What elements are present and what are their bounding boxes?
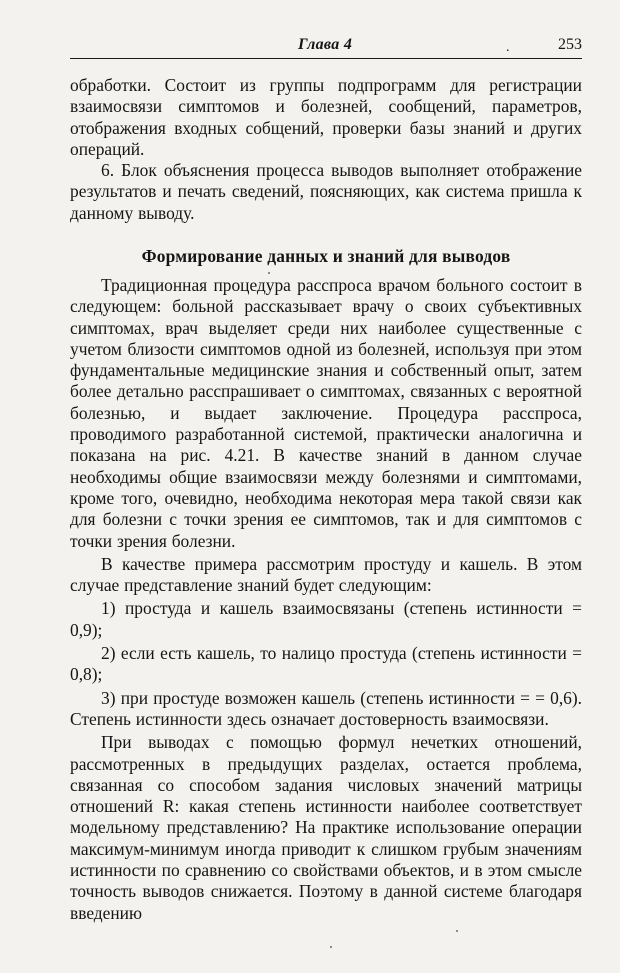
list-item-2: 2) если есть кашель, то налицо простуда (степень истинности = 0,8); <box>70 643 582 685</box>
header-dot: . <box>506 40 510 55</box>
print-speck <box>268 272 270 274</box>
paragraph: При выводах с помощью формул нечетких отношений, рассмотренных в предыдущих разделах, остается проблема, связанная со способом задания числовых значений матрицы отношений R: какая степень истинности наиболее соответствует модельному представлению? На практике использование операции максимум-минимум иногда приводит к слишком грубым значениям истинности по сравнению со свойствами объектов, и в этом смысле точность выводов снижается. Поэтому в данной системе благодаря введению <box>70 732 582 923</box>
paragraph: Традиционная процедура расспроса врачом больного состоит в следующем: больной рассказывает врачу о своих субъективных симптомах, врач выделяет среди них наиболее существенные с учетом близости симптомов одной из болезней, используя при этом фундаментальные медицинские знания и собственный опыт, затем более детально расспрашивает о симптомах, связанных с вероятной болезнью, и выдает заключение. Процедура расспроса, проводимого разработанной системой, практически аналогична и показана на рис. 4.21. В качестве знаний в данном случае необходимы общие взаимосвязи между болезнями и симптомами, кроме того, очевидно, необходима некоторая мера такой связи как для болезни с точки зрения ее симптомов, так и для симптомов с точки зрения болезни. <box>70 275 582 551</box>
paragraph-continuation: обработки. Состоит из группы подпрограмм для регистрации взаимосвязи симптомов и болезней, сообщений, параметров, отображения входных собщений, проверки базы знаний и других операций. <box>70 75 582 159</box>
list-item-1: 1) простуда и кашель взаимосвязаны (степень истинности = 0,9); <box>70 598 582 640</box>
page-number: 253 <box>558 36 582 53</box>
paragraph: В качестве примера рассмотрим простуду и кашель. В этом случае представление знаний будет следующим: <box>70 553 582 596</box>
running-header <box>70 36 582 59</box>
section-text-block <box>70 275 582 924</box>
print-speck <box>330 946 332 948</box>
list-item-3: 3) при простуде возможен кашель (степень истинности = = 0,6). Степень истинности здесь означает достоверность взаимосвязи. <box>70 687 582 729</box>
chapter-title: Глава 4 <box>298 36 353 53</box>
print-speck <box>456 930 458 932</box>
section-heading: Формирование данных и знаний для выводов <box>141 246 511 266</box>
top-text-block <box>70 75 582 224</box>
paragraph-item-6: 6. Блок объяснения процесса выводов выполняет отображение результатов и печать сведений, поясняющих, как система пришла к данному выводу. <box>70 160 582 223</box>
